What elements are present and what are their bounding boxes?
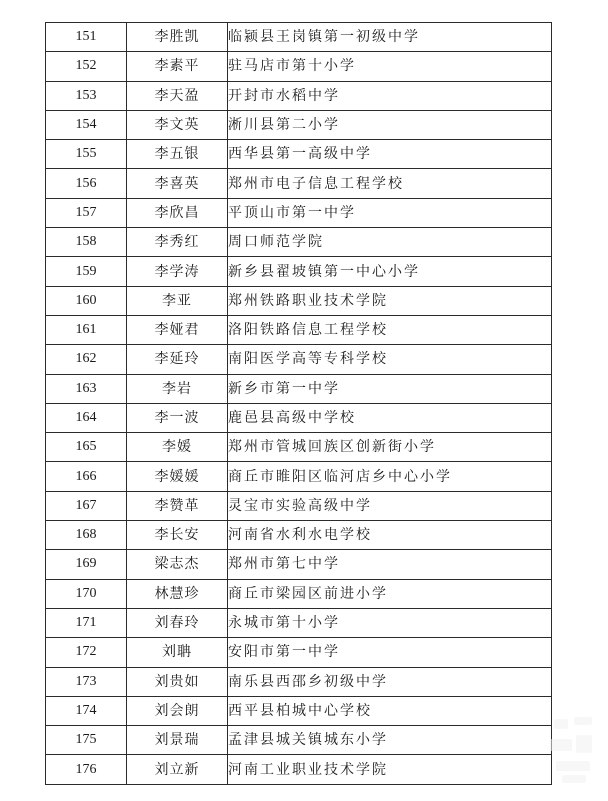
row-number-cell: 171 xyxy=(46,608,127,637)
row-number-cell: 158 xyxy=(46,228,127,257)
name-cell: 李喜英 xyxy=(127,169,228,198)
name-cell: 梁志杰 xyxy=(127,550,228,579)
name-cell: 李天盈 xyxy=(127,81,228,110)
school-cell: 河南省水利水电学校 xyxy=(228,521,552,550)
school-cell: 河南工业职业技术学院 xyxy=(228,755,552,784)
table-row xyxy=(46,110,552,139)
table-row xyxy=(46,169,552,198)
row-number-cell: 162 xyxy=(46,345,127,374)
table-row xyxy=(46,345,552,374)
row-number-cell: 168 xyxy=(46,521,127,550)
row-number-cell: 154 xyxy=(46,110,127,139)
row-number-cell: 170 xyxy=(46,579,127,608)
name-cell: 刘景瑞 xyxy=(127,726,228,755)
row-number-cell: 176 xyxy=(46,755,127,784)
school-cell: 安阳市第一中学 xyxy=(228,638,552,667)
school-cell: 郑州市电子信息工程学校 xyxy=(228,169,552,198)
name-cell: 李岩 xyxy=(127,374,228,403)
row-number-cell: 153 xyxy=(46,81,127,110)
name-cell: 李胜凯 xyxy=(127,23,228,52)
school-cell: 临颍县王岗镇第一初级中学 xyxy=(228,23,552,52)
table-row xyxy=(46,550,552,579)
row-number-cell: 166 xyxy=(46,462,127,491)
school-cell: 开封市水稻中学 xyxy=(228,81,552,110)
name-cell: 刘立新 xyxy=(127,755,228,784)
name-cell: 刘会朗 xyxy=(127,696,228,725)
row-number-cell: 159 xyxy=(46,257,127,286)
name-cell: 李延玲 xyxy=(127,345,228,374)
table-row xyxy=(46,579,552,608)
name-cell: 李一波 xyxy=(127,403,228,432)
table-row xyxy=(46,726,552,755)
school-cell: 永城市第十小学 xyxy=(228,608,552,637)
table-row xyxy=(46,140,552,169)
name-cell: 李秀红 xyxy=(127,228,228,257)
name-cell: 李媛 xyxy=(127,433,228,462)
school-cell: 淅川县第二小学 xyxy=(228,110,552,139)
school-cell: 灵宝市实验高级中学 xyxy=(228,491,552,520)
table-row xyxy=(46,608,552,637)
row-number-cell: 175 xyxy=(46,726,127,755)
name-cell: 李长安 xyxy=(127,521,228,550)
row-number-cell: 152 xyxy=(46,52,127,81)
name-cell: 李五银 xyxy=(127,140,228,169)
name-cell: 李娅君 xyxy=(127,315,228,344)
row-number-cell: 160 xyxy=(46,286,127,315)
row-number-cell: 156 xyxy=(46,169,127,198)
name-cell: 刘春玲 xyxy=(127,608,228,637)
school-cell: 郑州铁路职业技术学院 xyxy=(228,286,552,315)
table-row xyxy=(46,755,552,784)
row-number-cell: 151 xyxy=(46,23,127,52)
row-number-cell: 157 xyxy=(46,198,127,227)
table-row xyxy=(46,374,552,403)
school-cell: 郑州市第七中学 xyxy=(228,550,552,579)
name-cell: 刘贵如 xyxy=(127,667,228,696)
row-number-cell: 172 xyxy=(46,638,127,667)
table-row xyxy=(46,696,552,725)
name-cell: 李亚 xyxy=(127,286,228,315)
row-number-cell: 165 xyxy=(46,433,127,462)
school-cell: 鹿邑县高级中学校 xyxy=(228,403,552,432)
table-row xyxy=(46,257,552,286)
school-cell: 西华县第一高级中学 xyxy=(228,140,552,169)
name-cell: 李学涛 xyxy=(127,257,228,286)
school-cell: 西平县柏城中心学校 xyxy=(228,696,552,725)
row-number-cell: 173 xyxy=(46,667,127,696)
school-cell: 周口师范学院 xyxy=(228,228,552,257)
table-row xyxy=(46,228,552,257)
school-cell: 洛阳铁路信息工程学校 xyxy=(228,315,552,344)
school-cell: 商丘市睢阳区临河店乡中心小学 xyxy=(228,462,552,491)
name-cell: 李媛媛 xyxy=(127,462,228,491)
row-number-cell: 169 xyxy=(46,550,127,579)
table-row xyxy=(46,462,552,491)
table-row xyxy=(46,23,552,52)
row-number-cell: 155 xyxy=(46,140,127,169)
table-row xyxy=(46,52,552,81)
school-cell: 孟津县城关镇城东小学 xyxy=(228,726,552,755)
school-cell: 新乡市第一中学 xyxy=(228,374,552,403)
row-number-cell: 161 xyxy=(46,315,127,344)
table-row xyxy=(46,81,552,110)
table-row xyxy=(46,286,552,315)
school-cell: 南乐县西邵乡初级中学 xyxy=(228,667,552,696)
school-cell: 商丘市梁园区前进小学 xyxy=(228,579,552,608)
school-cell: 南阳医学高等专科学校 xyxy=(228,345,552,374)
name-cell: 李赞革 xyxy=(127,491,228,520)
row-number-cell: 174 xyxy=(46,696,127,725)
table-row xyxy=(46,667,552,696)
name-cell: 刘聃 xyxy=(127,638,228,667)
table-row xyxy=(46,198,552,227)
table-row xyxy=(46,521,552,550)
watermark-icon xyxy=(546,713,602,789)
table-row xyxy=(46,403,552,432)
row-number-cell: 167 xyxy=(46,491,127,520)
school-cell: 驻马店市第十小学 xyxy=(228,52,552,81)
name-cell: 李素平 xyxy=(127,52,228,81)
row-number-cell: 164 xyxy=(46,403,127,432)
name-cell: 李文英 xyxy=(127,110,228,139)
row-number-cell: 163 xyxy=(46,374,127,403)
roster-table-body xyxy=(46,23,552,785)
school-cell: 郑州市管城回族区创新街小学 xyxy=(228,433,552,462)
table-row xyxy=(46,491,552,520)
table-row xyxy=(46,433,552,462)
roster-table xyxy=(45,22,552,785)
name-cell: 李欣昌 xyxy=(127,198,228,227)
table-row xyxy=(46,315,552,344)
school-cell: 新乡县翟坡镇第一中心小学 xyxy=(228,257,552,286)
school-cell: 平顶山市第一中学 xyxy=(228,198,552,227)
name-cell: 林慧珍 xyxy=(127,579,228,608)
table-row xyxy=(46,638,552,667)
